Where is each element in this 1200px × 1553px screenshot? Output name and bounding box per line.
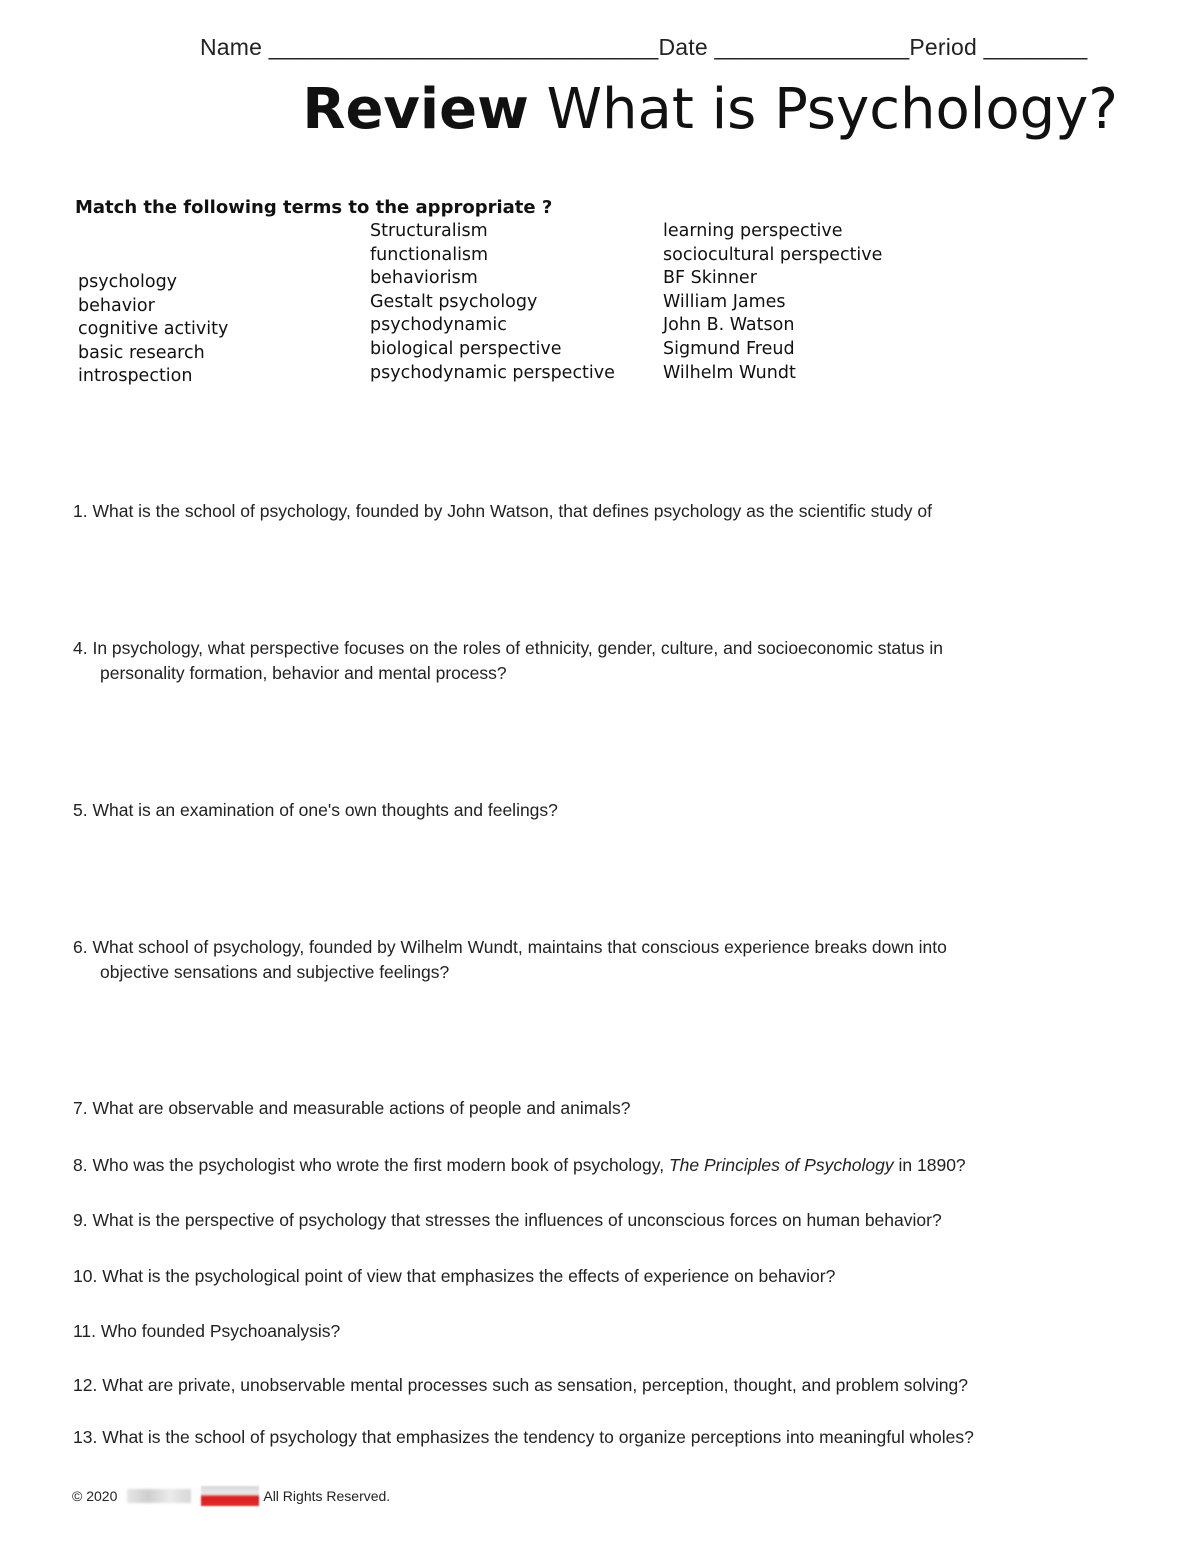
term: behaviorism	[370, 268, 478, 289]
question-12: 12. What are private, unobservable mental processes such as sensation, perception, thought, and problem solving?	[73, 1375, 968, 1395]
term: biological perspective	[370, 338, 562, 359]
term: Structuralism	[370, 221, 488, 241]
term: functionalism	[370, 244, 489, 265]
term: psychodynamic perspective	[370, 362, 615, 383]
question-4-line-1: 4. In psychology, what perspective focuses on the roles of ethnicity, gender, culture, and socioeconomic status in	[73, 638, 943, 658]
question-8	[73, 1153, 966, 1178]
footer	[72, 1486, 390, 1506]
term: basic research	[78, 342, 205, 363]
title-review: Review	[302, 77, 529, 142]
question-6-line-1: 6. What school of psychology, founded by Wilhelm Wundt, maintains that conscious experience breaks down into	[73, 937, 947, 957]
question-9: 9. What is the perspective of psychology that stresses the influences of unconscious forces on human behavior?	[73, 1210, 942, 1230]
question-7: 7. What are observable and measurable actions of people and animals?	[73, 1098, 631, 1118]
question-4-line-2: personality formation, behavior and mental process?	[100, 663, 507, 683]
question-8-text: 8. Who was the psychologist who wrote the first modern book of psychology,	[73, 1155, 669, 1175]
question-8-end: in 1890?	[893, 1155, 966, 1175]
term: psychodynamic	[370, 315, 507, 336]
question-11: 11. Who founded Psychoanalysis?	[73, 1321, 341, 1341]
question-6-line-2: objective sensations and subjective feelings?	[100, 962, 450, 982]
terms-column-3	[663, 220, 882, 385]
matching-instructions: Match the following terms to the appropriate ?	[75, 197, 553, 218]
term: Sigmund Freud	[663, 338, 795, 359]
rights-reserved: All Rights Reserved.	[263, 1488, 391, 1504]
term: behavior	[78, 295, 155, 316]
term: sociocultural perspective	[663, 244, 883, 265]
term: Wilhelm Wundt	[663, 362, 796, 383]
question-4	[73, 636, 943, 686]
term: William James	[663, 291, 786, 312]
terms-column-2	[370, 220, 615, 385]
name-date-period-line: Name ______________________________Date _______________Period ________	[200, 34, 1088, 60]
page-title	[302, 76, 1118, 142]
term: cognitive activity	[78, 319, 229, 340]
question-1: 1. What is the school of psychology, founded by John Watson, that defines psychology as the scientific study of	[73, 501, 932, 521]
question-6	[73, 935, 947, 985]
term: John B. Watson	[663, 315, 795, 336]
book-title: The Principles of Psychology	[668, 1155, 894, 1175]
term: introspection	[78, 366, 193, 387]
terms-column-1	[78, 271, 228, 389]
copyright: © 2020	[72, 1488, 118, 1504]
title-topic: What is Psychology?	[528, 77, 1118, 142]
blurred-author-name	[127, 1489, 191, 1503]
term: learning perspective	[663, 221, 843, 241]
term: psychology	[78, 272, 178, 292]
question-13: 13. What is the school of psychology that emphasizes the tendency to organize perceptions into meaningful wholes?	[73, 1427, 974, 1447]
term: Gestalt psychology	[370, 291, 538, 312]
term: BF Skinner	[663, 268, 757, 289]
blurred-logo	[201, 1486, 259, 1506]
question-10: 10. What is the psychological point of view that emphasizes the effects of experience on behavior?	[73, 1266, 836, 1286]
question-5: 5. What is an examination of one's own thoughts and feelings?	[73, 800, 558, 820]
